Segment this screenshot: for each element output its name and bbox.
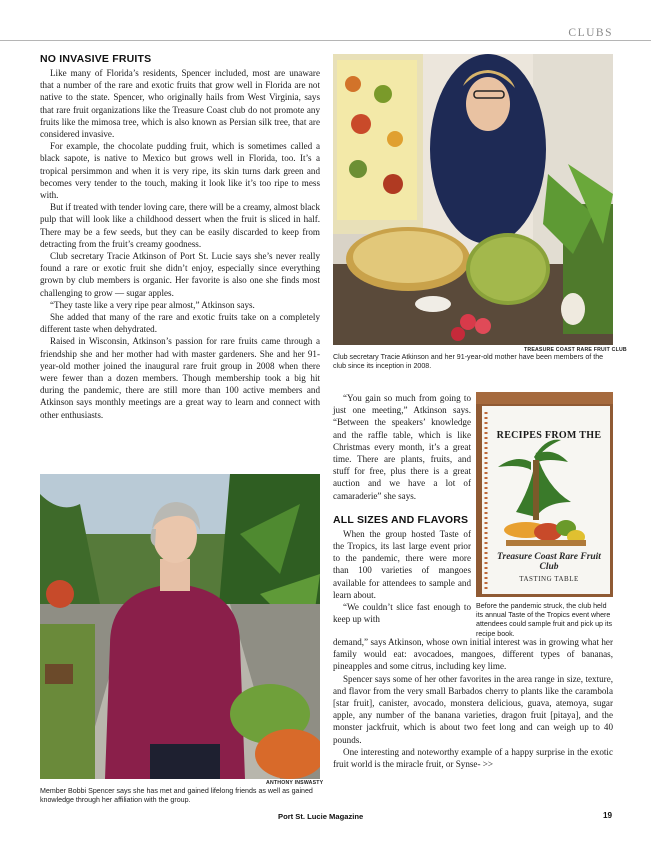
- paragraph: “They taste like a very ripe pear almost,” Atkinson says.: [50, 299, 255, 310]
- photo-caption: Club secretary Tracie Atkinson and her 91-year-old mother have been members of the club since its inception in 2008.: [333, 353, 604, 371]
- paragraph: For example, the chocolate pudding fruit, which is sometimes called a black sapote, is native to Mexico but grows well in Florida, too. It’s a tropical persimmon and when it is very ripe, its skin turns dark green and becomes very tender to the touch, making it look like it’s too ripe to mess with.: [40, 141, 320, 201]
- paragraph: Like many of Florida’s residents, Spencer included, most are unaware that a number of the rare and exotic fruits that grow well in Florida are not native to the state. Spencer, who originally hails from West Virginia, says that rare fruit organizations like the Treasure Coast club do not promote any fruits like the mimosa tree, which is also known as Persian silk tree, that are considered invasive.: [40, 68, 320, 140]
- section-tag: CLUBS: [568, 27, 613, 39]
- paragraph: She added that many of the rare and exotic fruits take on a completely different taste when dehydrated.: [40, 312, 320, 335]
- paragraph: “We couldn’t slice fast enough to keep up with: [333, 602, 471, 625]
- book-title: RECIPES FROM THE: [496, 430, 602, 441]
- section-heading: ALL SIZES AND FLAVORS: [333, 513, 469, 526]
- photo-caption: Before the pandemic struck, the club held its annual Taste of the Tropics event where attendees could sample fruit and pick up its recipe book.: [476, 602, 613, 638]
- photo-caption: Member Bobbi Spencer says she has met and gained lifelong friends as well as gained knowledge through her affiliation with the group.: [40, 787, 313, 805]
- paragraph: Spencer says some of her other favorites in the area range in size, texture, and flavor from the very small Barbados cherry to plants like the carambola [star fruit], canister, avocado, monstera delicious, guava, atemoya, sugar apple, any number of the banana varieties, dragon fruit [pitaya], and the monster jackfruit, which is about two feet long and can weigh up to 40 pounds.: [333, 673, 613, 745]
- photo-credit: ANTHONY INSWASTY: [266, 780, 324, 786]
- paragraph: demand,” says Atkinson, whose own initial interest was in growing what her family would eat: avocadoes, mangoes, different types of bananas, pineapples and some citrus, including key lime.: [333, 637, 613, 672]
- page-number: 19: [603, 811, 613, 820]
- section-heading: NO INVASIVE FRUITS: [40, 53, 152, 65]
- left-column: [40, 53, 320, 421]
- paragraph: When the group hosted Taste of the Tropics, its last large event prior to the pandemic, there were more than 100 varieties of mangoes available for attendees to sample and learn about.: [333, 528, 471, 600]
- paragraph: Raised in Wisconsin, Atkinson’s passion for rare fruits came through a friendship she and her mother had with master gardeners. She and her 91-year-old mother joined the inaugural rare fruit group in 2008 when there were fewer than a dozen members. Though membership took a big hit during the pandemic, there are still more than 100 active members and Atkinson says monthly meetings are a great way to learn and connect with other enthusiasts.: [40, 336, 320, 420]
- photo-atkinson-and-mother: [333, 54, 613, 345]
- book-club-name: Treasure Coast Rare Fruit Club: [497, 552, 601, 572]
- footer-magazine-name: Port St. Lucie Magazine: [278, 812, 364, 821]
- paragraph: “You gain so much from going to just one meeting,” Atkinson says. “Between the speakers’ knowledge and the raffle table, which is like Christmas every month, it’s a great time. There are plants, fruits, and stuff for free, plus there is a great auction and we have a lot of camaraderie” she says.: [333, 393, 471, 501]
- book-subtitle: TASTING TABLE: [519, 575, 579, 583]
- photo-recipe-book: [476, 392, 613, 597]
- middle-column: [333, 392, 471, 625]
- top-rule: [0, 40, 651, 41]
- right-column-continued: [333, 636, 613, 770]
- photo-bobbi-spencer: [40, 474, 320, 779]
- paragraph: One interesting and noteworthy example of a happy surprise in the exotic fruit world is the miracle fruit, or Synse- >>: [333, 746, 613, 770]
- paragraph: Club secretary Tracie Atkinson of Port St. Lucie says she’s never really found a rare or exotic fruit she didn’t enjoy, especially since everything grown by club members is organic. Her favorite is also one she finds most challenging to grow — sugar apples.: [40, 251, 320, 298]
- paragraph: But if treated with tender loving care, there will be a creamy, almost black pulp that will look like a childhood dessert when the fruit is sliced in half. There may be a few seeds, but they can be easily discarded to keep from detracting from the fruit’s creamy goodness.: [40, 202, 320, 249]
- photo-credit: TREASURE COAST RARE FRUIT CLUB: [524, 347, 627, 353]
